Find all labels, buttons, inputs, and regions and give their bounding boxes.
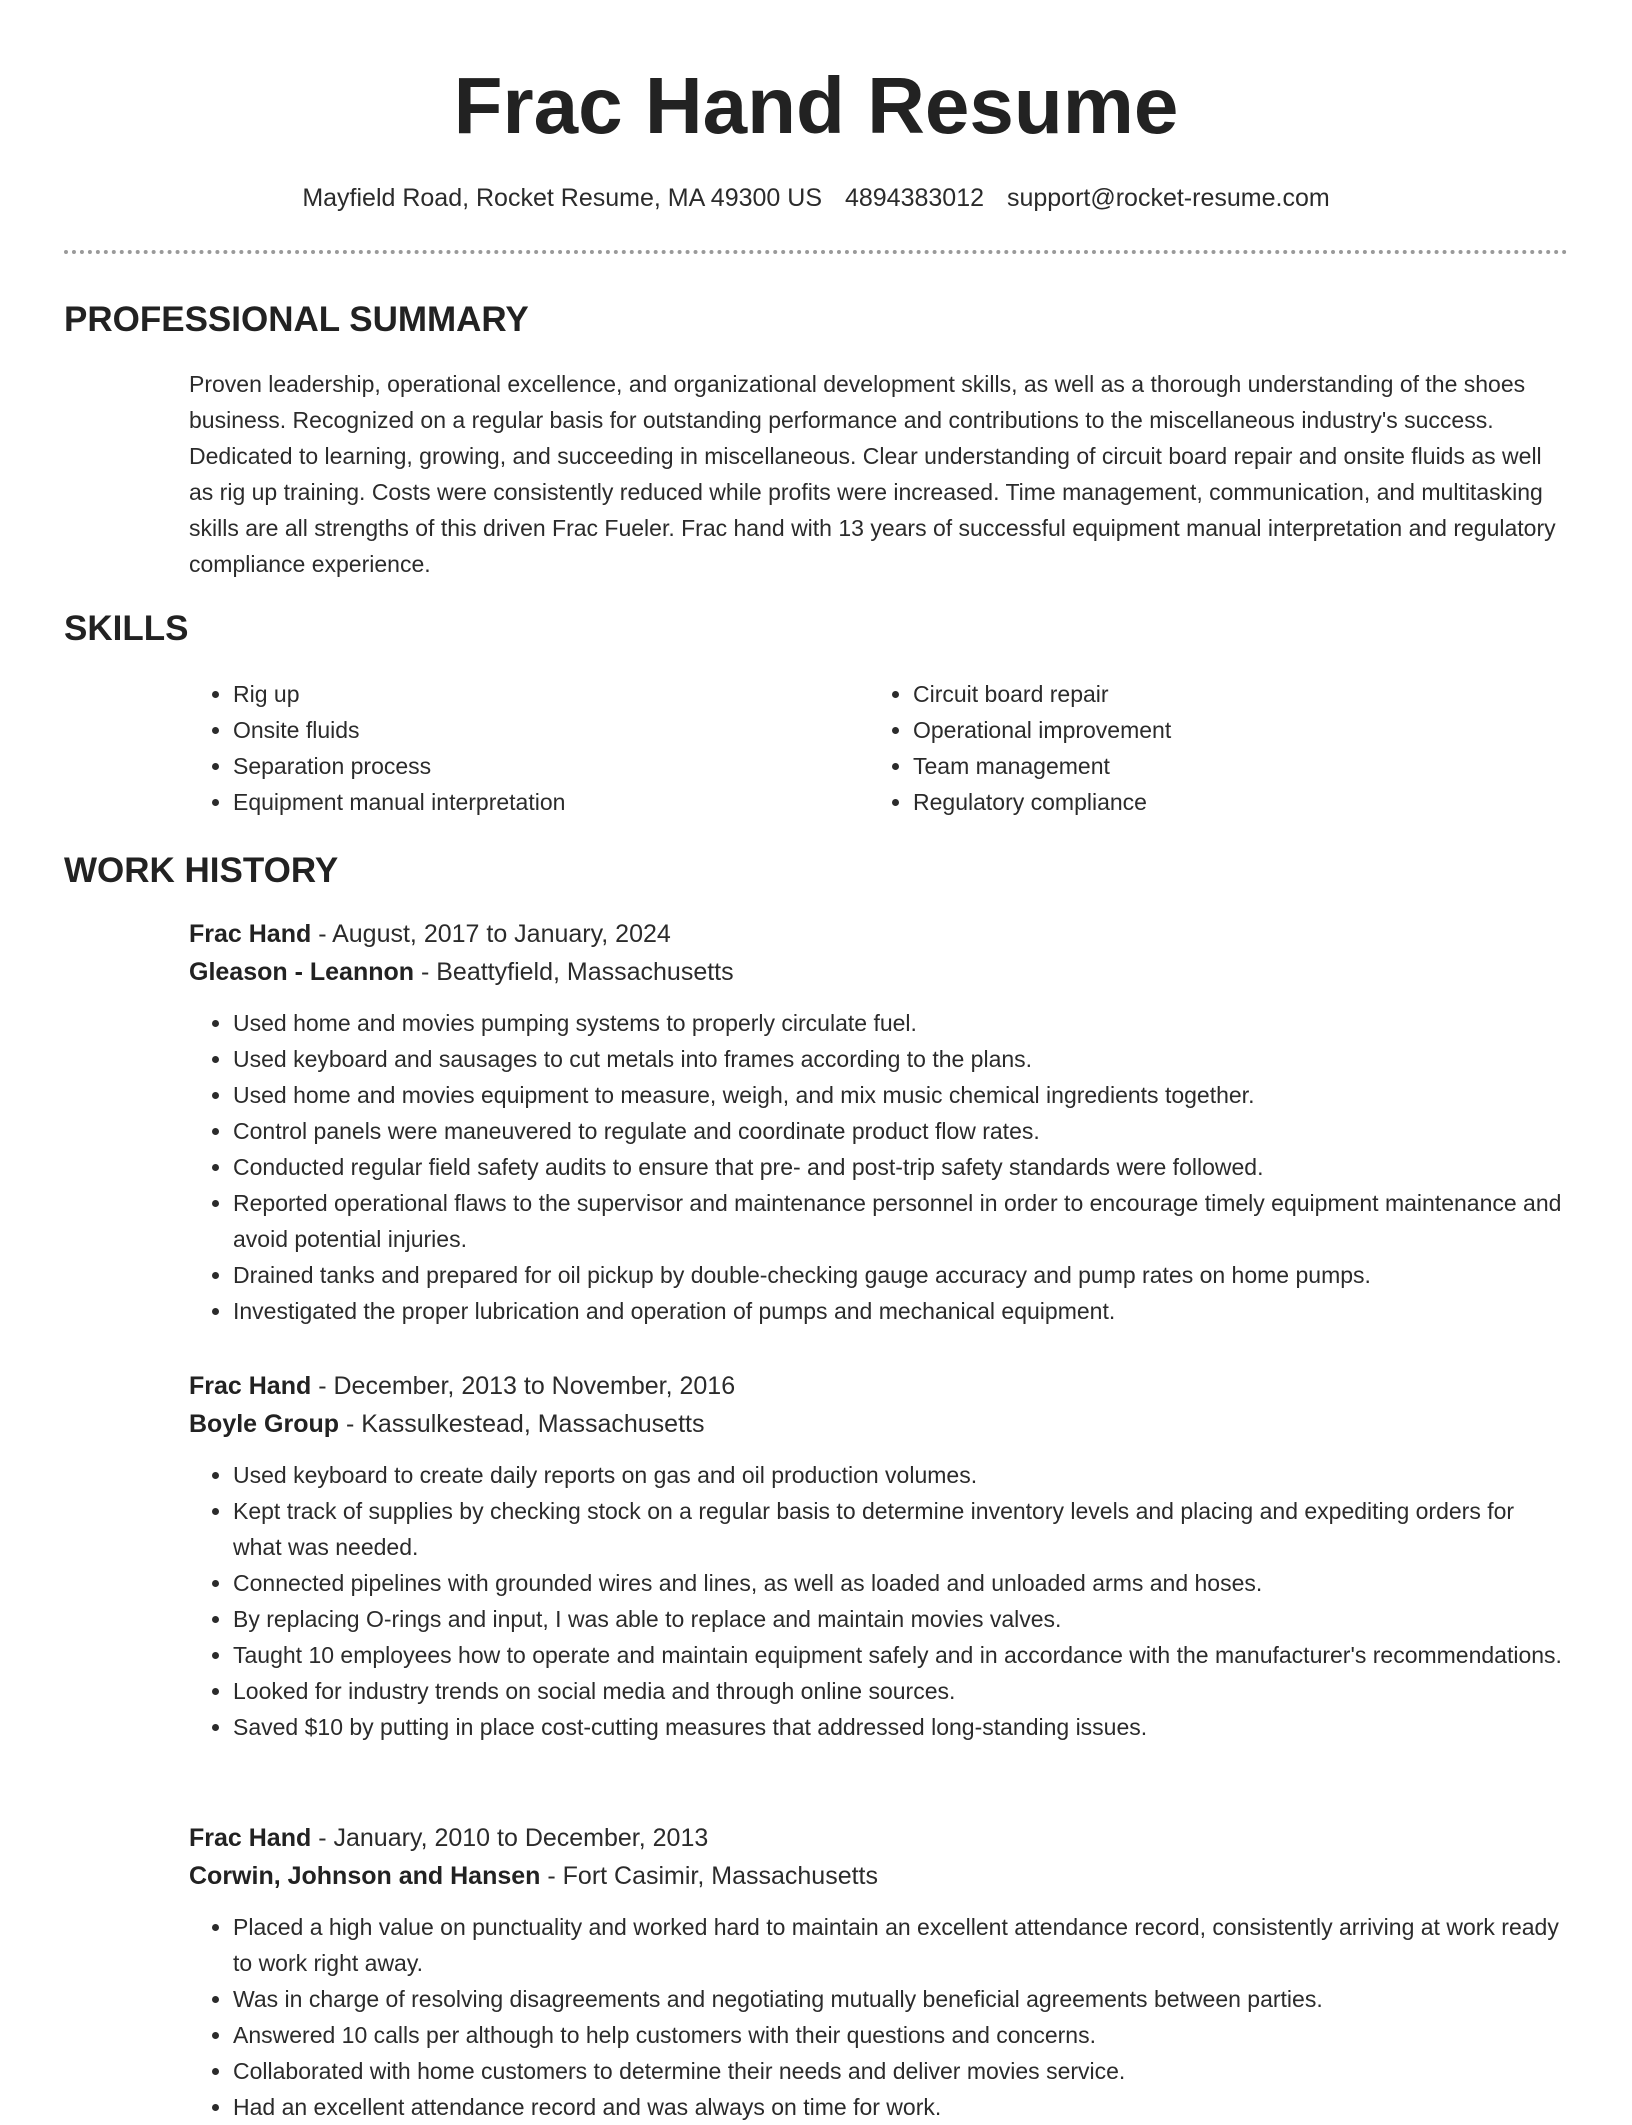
skill-item: • Circuit board repair [913, 676, 1171, 712]
job-dates: - December, 2013 to November, 2016 [311, 1372, 736, 1400]
contact-phone: 4894383012 [844, 184, 985, 212]
skills-column-2 [869, 676, 1171, 820]
job-entry [189, 915, 1569, 1329]
job-bullet: • Had an excellent attendance record and was always on time for work. [233, 2089, 1569, 2125]
job-location: - Kassulkestead, Massachusetts [339, 1410, 705, 1438]
job-role: Frac Hand [189, 1372, 312, 1400]
job-bullet: • Answered 10 calls per although to help customers with their questions and concerns. [233, 2017, 1569, 2053]
job-location: - Fort Casimir, Massachusetts [540, 1862, 878, 1890]
job-bullet: • Connected pipelines with grounded wires and lines, as well as loaded and unloaded arms and hoses. [233, 1565, 1569, 1601]
skills-column-1 [189, 676, 869, 820]
job-bullet: • Used keyboard to create daily reports on gas and oil production volumes. [233, 1457, 1569, 1493]
header-divider [64, 250, 1568, 254]
job-bullet: • Saved $10 by putting in place cost-cutting measures that addressed long-standing issues. [233, 1709, 1569, 1745]
skill-item: • Onsite fluids [233, 712, 869, 748]
job-company-line [189, 1857, 1569, 1895]
job-bullet: • Conducted regular field safety audits to ensure that pre- and post-trip safety standards were followed. [233, 1149, 1569, 1185]
job-entry [189, 1819, 1569, 2125]
job-bullet: • Looked for industry trends on social media and through online sources. [233, 1673, 1569, 1709]
job-company-line [189, 1405, 1569, 1443]
job-title-line [189, 915, 1569, 953]
job-bullets [189, 1005, 1569, 1329]
job-company: Corwin, Johnson and Hansen [189, 1862, 541, 1890]
skills-list [189, 676, 1569, 820]
job-dates: - August, 2017 to January, 2024 [311, 920, 671, 948]
contact-line [0, 178, 1632, 218]
job-bullet: • Drained tanks and prepared for oil pickup by double-checking gauge accuracy and pump rates on home pumps. [233, 1257, 1569, 1293]
skill-item: • Equipment manual interpretation [233, 784, 869, 820]
job-title-line [189, 1367, 1569, 1405]
resume-title: Frac Hand Resume [453, 61, 1179, 150]
job-role: Frac Hand [189, 1824, 312, 1852]
job-bullet: • Was in charge of resolving disagreements and negotiating mutually beneficial agreements between parties. [233, 1981, 1569, 2017]
job-bullet: • Collaborated with home customers to determine their needs and deliver movies service. [233, 2053, 1569, 2089]
job-entry [189, 1367, 1569, 1745]
contact-email: support@rocket-resume.com [1006, 184, 1330, 212]
job-role: Frac Hand [189, 920, 312, 948]
job-bullet: • By replacing O-rings and input, I was able to replace and maintain movies valves. [233, 1601, 1569, 1637]
job-bullet: • Used keyboard and sausages to cut metals into frames according to the plans. [233, 1041, 1569, 1077]
job-title-line [189, 1819, 1569, 1857]
job-company: Boyle Group [189, 1410, 340, 1438]
job-bullets [189, 1457, 1569, 1745]
job-bullet: • Investigated the proper lubrication and operation of pumps and mechanical equipment. [233, 1293, 1569, 1329]
skill-item: • Regulatory compliance [913, 784, 1171, 820]
job-bullet: • Reported operational flaws to the supervisor and maintenance personnel in order to encourage timely equipment maintenance and avoid potential injuries. [233, 1185, 1569, 1257]
skill-item: • Separation process [233, 748, 869, 784]
job-bullet: • Control panels were maneuvered to regulate and coordinate product flow rates. [233, 1113, 1569, 1149]
section-title-skills: SKILLS [64, 609, 189, 648]
job-bullet: • Placed a high value on punctuality and worked hard to maintain an excellent attendance record, consistently arriving at work ready to work right away. [233, 1909, 1569, 1981]
contact-address: Mayfield Road, Rocket Resume, MA 49300 US [302, 184, 823, 212]
skill-item: • Operational improvement [913, 712, 1171, 748]
job-bullet: • Used home and movies pumping systems to properly circulate fuel. [233, 1005, 1569, 1041]
section-title-work-history: WORK HISTORY [64, 851, 339, 890]
job-company: Gleason - Leannon [189, 958, 415, 986]
job-location: - Beattyfield, Massachusetts [414, 958, 734, 986]
skill-item: • Team management [913, 748, 1171, 784]
job-bullet: • Taught 10 employees how to operate and maintain equipment safely and in accordance with the manufacturer's recommendations. [233, 1637, 1569, 1673]
skill-item: • Rig up [233, 676, 869, 712]
job-company-line [189, 953, 1569, 991]
job-bullet: • Kept track of supplies by checking stock on a regular basis to determine inventory levels and placing and expediting orders for what was needed. [233, 1493, 1569, 1565]
section-title-summary: PROFESSIONAL SUMMARY [64, 300, 529, 339]
job-bullet: • Used home and movies equipment to measure, weigh, and mix music chemical ingredients together. [233, 1077, 1569, 1113]
job-bullets [189, 1909, 1569, 2125]
job-dates: - January, 2010 to December, 2013 [311, 1824, 709, 1852]
summary-text: Proven leadership, operational excellence, and organizational development skills, as well as a thorough understanding of the shoes business. Recognized on a regular basis for outstanding performance and contributions to the miscellaneous industry's success. Dedicated to learning, growing, and succeeding in miscellaneous. Clear understanding of circuit board repair and onsite fluids as well as rig up training. Costs were consistently reduced while profits were increased. Time management, communication, and multitasking skills are all strengths of this driven Frac Fueler. Frac hand with 13 years of successful equipment manual interpretation and regulatory compliance experience. [189, 371, 1556, 577]
